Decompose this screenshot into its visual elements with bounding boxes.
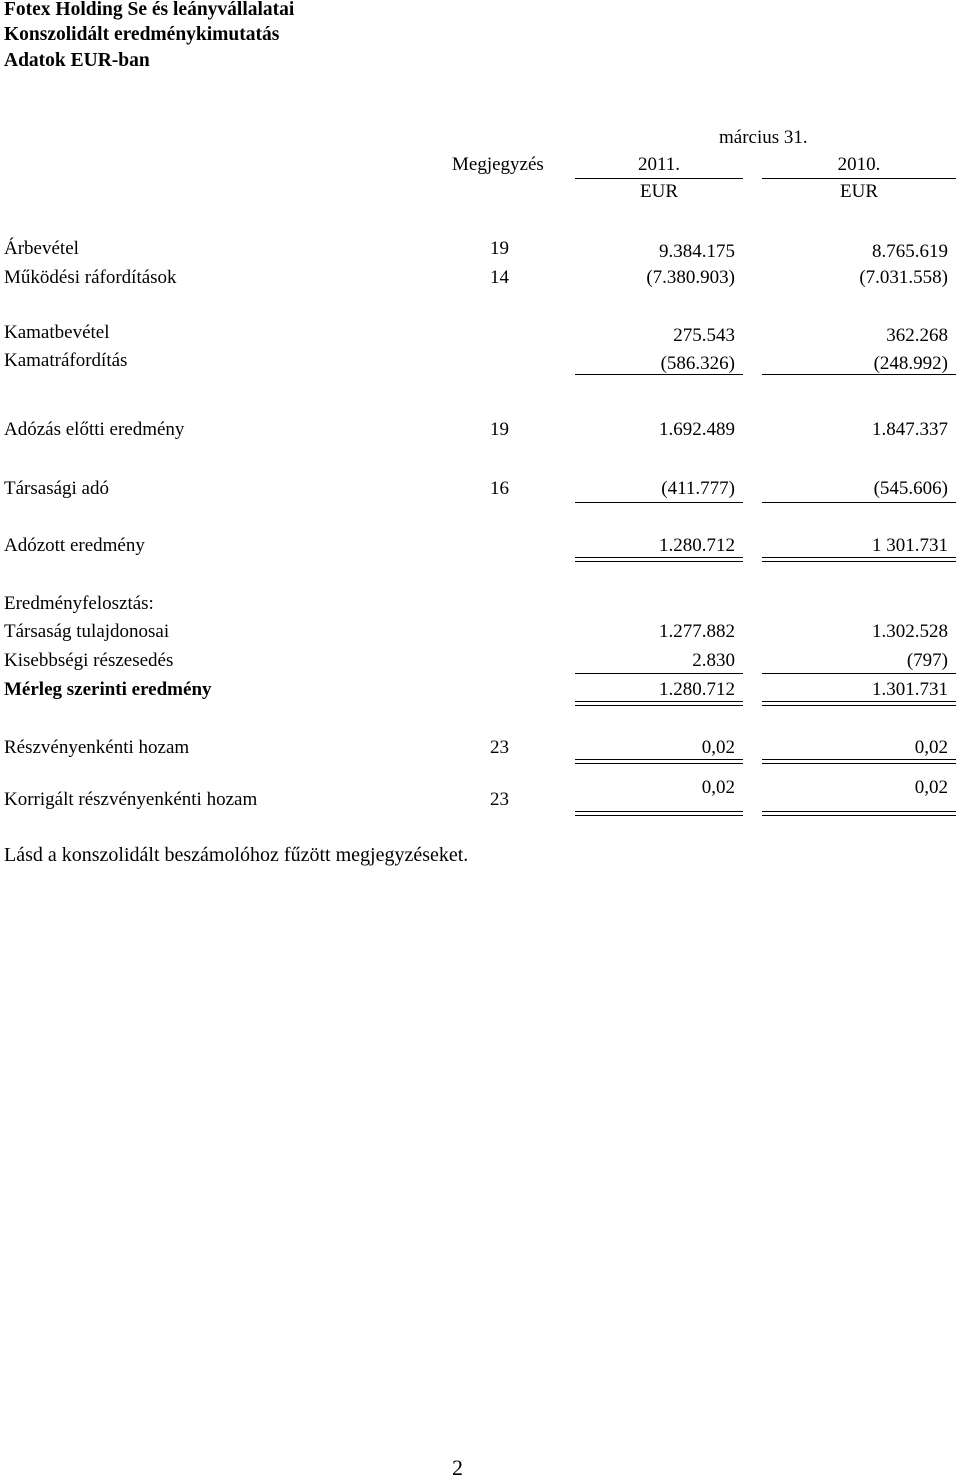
- profit-before-tax-2011: 1.692.489: [659, 419, 735, 440]
- interest-expense-2010: (248.992): [873, 353, 948, 374]
- net-profit-2010: 1 301.731: [872, 535, 948, 556]
- net-profit-double-line-2011: [575, 557, 743, 562]
- profit-before-tax-note: 19: [490, 419, 509, 440]
- year-2011-header: 2011.: [637, 154, 681, 175]
- footer-note: Lásd a konszolidált beszámolóhoz fűzött megjegyzéseket.: [4, 844, 469, 866]
- minority-2010: (797): [906, 650, 948, 671]
- year-2010-underline: [762, 178, 956, 179]
- balance-profit-label: Mérleg szerinti eredmény: [4, 679, 212, 700]
- note-column-header: Megjegyzés: [452, 154, 544, 175]
- currency-note: Adatok EUR-ban: [4, 50, 150, 71]
- minority-line-2011: [575, 673, 743, 674]
- interest-expense-label: Kamatráfordítás: [4, 350, 128, 371]
- minority-label: Kisebbségi részesedés: [4, 650, 174, 671]
- operating-expenses-note: 14: [490, 267, 509, 288]
- revenue-2011: 9.384.175: [659, 241, 735, 262]
- profit-before-tax-2010: 1.847.337: [872, 419, 948, 440]
- profit-before-tax-label: Adózás előtti eredmény: [4, 419, 185, 440]
- interest-subtotal-line-2011: [575, 374, 743, 375]
- owners-2010: 1.302.528: [872, 621, 948, 642]
- interest-expense-2011: (586.326): [660, 353, 735, 374]
- year-2010-header: 2010.: [837, 154, 881, 175]
- balance-profit-double-line-2011: [575, 701, 743, 706]
- interest-income-2011: 275.543: [673, 325, 735, 346]
- owners-2011: 1.277.882: [659, 621, 735, 642]
- net-profit-double-line-2010: [762, 557, 956, 562]
- distribution-heading: Eredményfelosztás:: [4, 593, 154, 614]
- revenue-label: Árbevétel: [4, 238, 79, 259]
- eps-label: Részvényenkénti hozam: [4, 737, 190, 758]
- owners-label: Társaság tulajdonosai: [4, 621, 170, 642]
- eps-double-line-2010: [762, 759, 956, 764]
- corporate-tax-note: 16: [490, 478, 509, 499]
- tax-subtotal-line-2011: [575, 502, 743, 503]
- operating-expenses-label: Működési ráfordítások: [4, 267, 177, 288]
- interest-income-2010: 362.268: [886, 325, 948, 346]
- corporate-tax-2011: (411.777): [661, 478, 735, 499]
- interest-income-label: Kamatbevétel: [4, 322, 110, 343]
- eps-double-line-2011: [575, 759, 743, 764]
- revenue-note: 19: [490, 238, 509, 259]
- year-2011-underline: [575, 178, 743, 179]
- statement-title: Konszolidált eredménykimutatás: [4, 24, 280, 45]
- corporate-tax-label: Társasági adó: [4, 478, 109, 499]
- diluted-eps-2011: 0,02: [701, 777, 735, 798]
- unit-2011: EUR: [640, 181, 678, 202]
- net-profit-label: Adózott eredmény: [4, 535, 145, 556]
- minority-line-2010: [762, 673, 956, 674]
- diluted-eps-2010: 0,02: [914, 777, 948, 798]
- unit-2010: EUR: [840, 181, 878, 202]
- revenue-2010: 8.765.619: [872, 241, 948, 262]
- net-profit-2011: 1.280.712: [659, 535, 735, 556]
- diluted-eps-double-line-2010: [762, 811, 956, 816]
- minority-2011: 2.830: [692, 650, 735, 671]
- eps-note: 23: [490, 737, 509, 758]
- diluted-eps-double-line-2011: [575, 811, 743, 816]
- corporate-tax-2010: (545.606): [873, 478, 948, 499]
- interest-subtotal-line-2010: [762, 374, 956, 375]
- tax-subtotal-line-2010: [762, 502, 956, 503]
- diluted-eps-label: Korrigált részvényenkénti hozam: [4, 789, 258, 810]
- eps-2010: 0,02: [914, 737, 948, 758]
- balance-profit-double-line-2010: [762, 701, 956, 706]
- date-label: március 31.: [719, 127, 808, 148]
- page-number: 2: [452, 1455, 463, 1480]
- balance-profit-2010: 1.301.731: [872, 679, 948, 700]
- operating-expenses-2010: (7.031.558): [859, 267, 948, 288]
- balance-profit-2011: 1.280.712: [659, 679, 735, 700]
- company-title: Fotex Holding Se és leányvállalatai: [4, 0, 295, 20]
- eps-2011: 0,02: [701, 737, 735, 758]
- operating-expenses-2011: (7.380.903): [646, 267, 735, 288]
- diluted-eps-note: 23: [490, 789, 509, 810]
